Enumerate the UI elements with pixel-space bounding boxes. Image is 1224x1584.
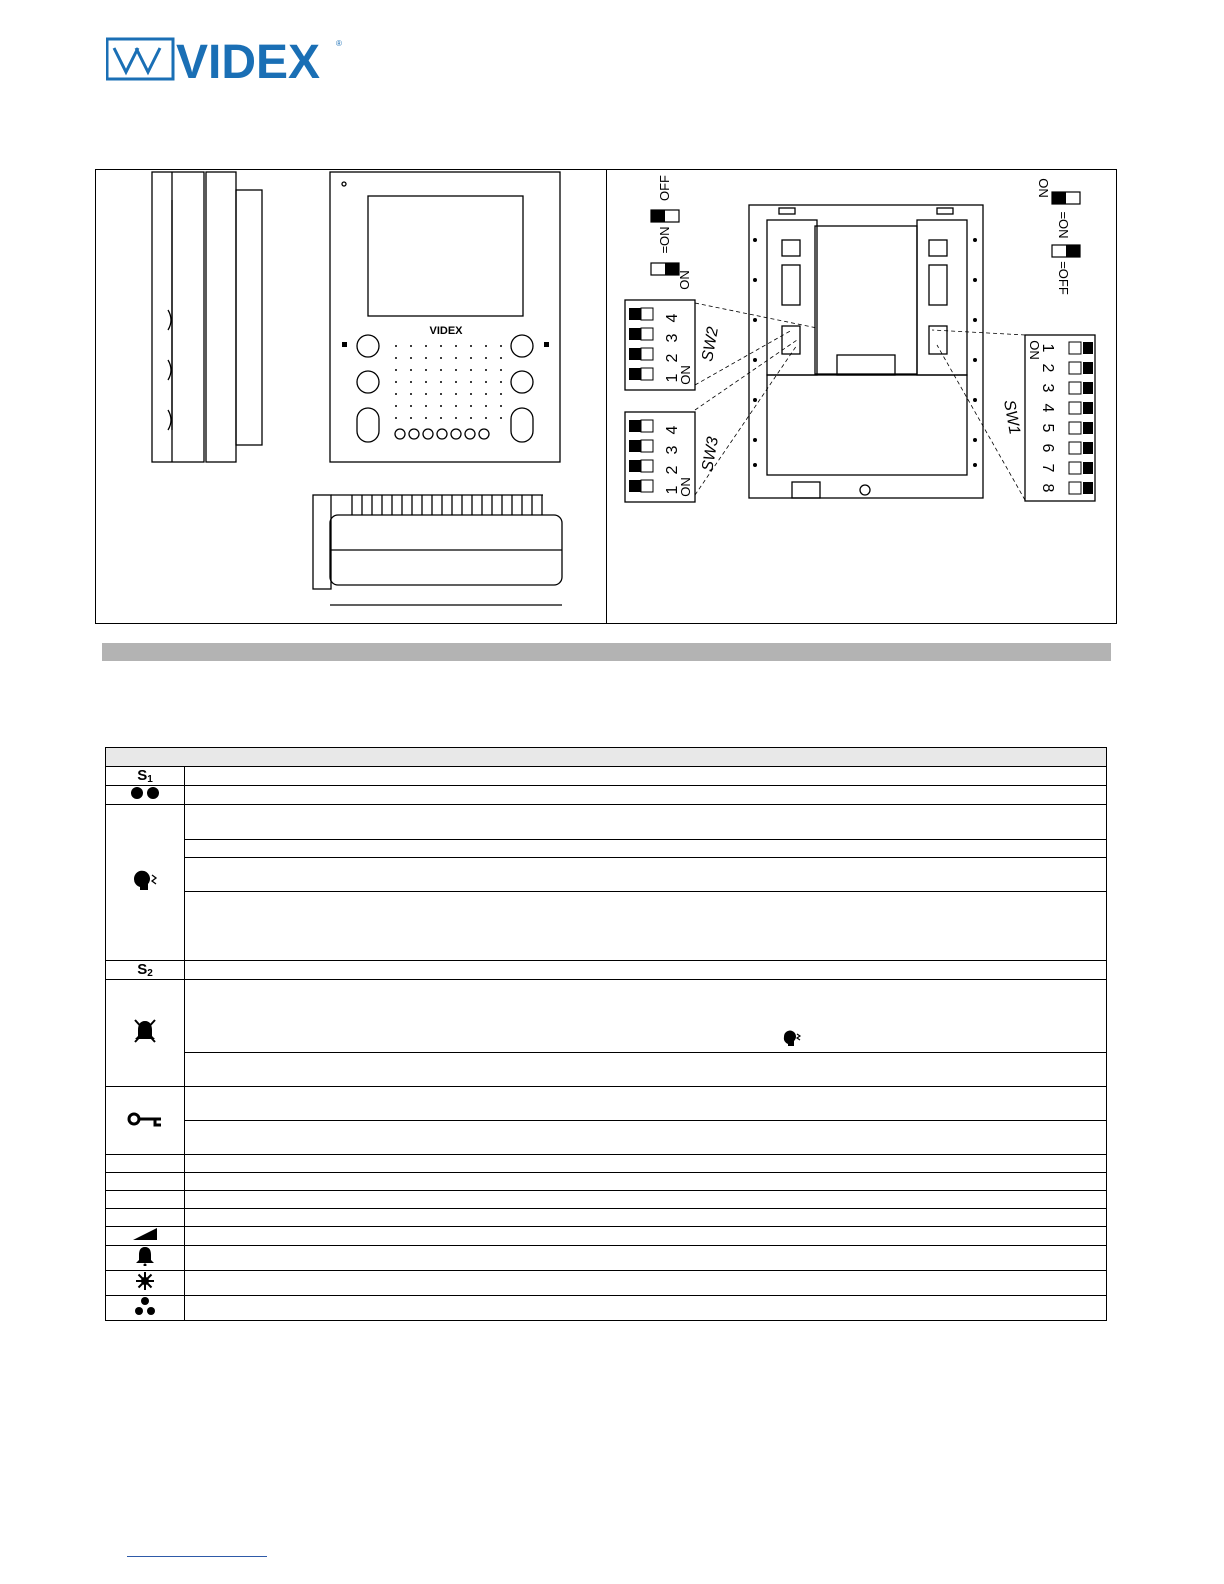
sw2-number: 3 — [664, 333, 681, 343]
table-row — [106, 1173, 1107, 1191]
table-cell — [185, 1246, 1107, 1271]
sw1-number: 1 — [1039, 343, 1056, 353]
off-state-label: OFF — [657, 175, 672, 201]
table-cell — [185, 980, 1107, 1053]
sw3-number: 3 — [664, 445, 681, 455]
sw1-on-label: ON — [1027, 340, 1042, 360]
table-header-cell — [106, 748, 1107, 767]
off-state-label: =OFF — [1056, 261, 1071, 295]
on-state-label: =ON — [657, 226, 672, 254]
table-row — [106, 1246, 1107, 1271]
speech-icon — [106, 805, 185, 961]
table-cell — [185, 1296, 1107, 1321]
table-cell — [185, 1227, 1107, 1246]
section-heading-bar — [102, 643, 1111, 661]
table-cell — [185, 1087, 1107, 1121]
function-legend-table — [105, 747, 1107, 1321]
table-row — [106, 1191, 1107, 1209]
table-header-row — [106, 748, 1107, 767]
table-cell — [185, 805, 1107, 840]
product-figure — [95, 169, 1117, 624]
colour-icon — [106, 1296, 185, 1321]
table-row — [106, 892, 1107, 961]
table-cell — [185, 892, 1107, 961]
table-row — [106, 840, 1107, 858]
s2-symbol: $S_2$ — [106, 961, 185, 980]
table-row — [106, 1296, 1107, 1321]
table-row — [106, 858, 1107, 892]
sw1-number: 6 — [1039, 443, 1056, 453]
privacy-mute-icon — [106, 980, 185, 1087]
sw2-number: 1 — [664, 373, 681, 383]
table-row — [106, 980, 1107, 1053]
table-row — [106, 1087, 1107, 1121]
monitor-drawing — [96, 170, 606, 623]
table-cell — [185, 1209, 1107, 1227]
door-key-icon — [106, 1087, 185, 1155]
sw1-number: 4 — [1039, 403, 1056, 413]
table-cell — [185, 1173, 1107, 1191]
sw3-number: 2 — [664, 465, 681, 475]
table-cell — [185, 767, 1107, 786]
table-cell — [185, 1053, 1107, 1087]
speech-inline-icon — [782, 1030, 804, 1048]
sw2-name: SW2 — [699, 325, 722, 363]
table-cell — [185, 1191, 1107, 1209]
table-cell — [185, 1121, 1107, 1155]
sw2-number: 4 — [664, 313, 681, 323]
on-arrow-label: ON — [1036, 178, 1051, 198]
table-row — [106, 1209, 1107, 1227]
brightness-icon — [106, 1271, 185, 1296]
volume-icon — [106, 1227, 185, 1246]
footer-link-underline[interactable] — [127, 1556, 267, 1557]
s1-symbol: $S_1$ — [106, 767, 185, 786]
table-row — [106, 805, 1107, 840]
sw1-number: 2 — [1039, 363, 1056, 373]
table-cell — [106, 1209, 185, 1227]
sw1-number: 8 — [1039, 483, 1056, 493]
table-cell — [185, 1271, 1107, 1296]
sw3-name: SW3 — [699, 435, 722, 473]
bell-icon — [106, 1246, 185, 1271]
sw2-on-label: ON — [678, 365, 693, 385]
table-cell — [185, 1155, 1107, 1173]
sw1-number: 5 — [1039, 423, 1056, 433]
sw1-number: 7 — [1039, 463, 1056, 473]
table-cell — [106, 1191, 185, 1209]
sw3-on-label: ON — [678, 477, 693, 497]
table-cell — [106, 1173, 185, 1191]
table-cell — [106, 1155, 185, 1173]
table-cell — [185, 840, 1107, 858]
sw3-number: 1 — [664, 485, 681, 495]
table-row — [106, 1227, 1107, 1246]
intercom-dots-icon — [106, 786, 185, 805]
logo-wordmark: VIDEX — [176, 36, 321, 82]
switch-settings-drawing — [607, 170, 1116, 623]
sw1-number: 3 — [1039, 383, 1056, 393]
table-cell — [185, 961, 1107, 980]
videx-logo — [106, 36, 346, 82]
table-row — [106, 786, 1107, 805]
table-row — [106, 1121, 1107, 1155]
on-state-label: =ON — [1056, 211, 1071, 239]
table-row — [106, 961, 1107, 980]
table-row — [106, 1053, 1107, 1087]
svg-text:®: ® — [336, 39, 342, 48]
table-cell — [185, 858, 1107, 892]
table-row — [106, 767, 1107, 786]
sw1-name: SW1 — [1000, 398, 1023, 436]
table-row — [106, 1271, 1107, 1296]
sw3-number: 4 — [664, 425, 681, 435]
on-arrow-label: ON — [677, 270, 692, 290]
sw2-number: 2 — [664, 353, 681, 363]
table-row — [106, 1155, 1107, 1173]
monitor-logo: VIDEX — [429, 325, 463, 337]
table-cell — [185, 786, 1107, 805]
